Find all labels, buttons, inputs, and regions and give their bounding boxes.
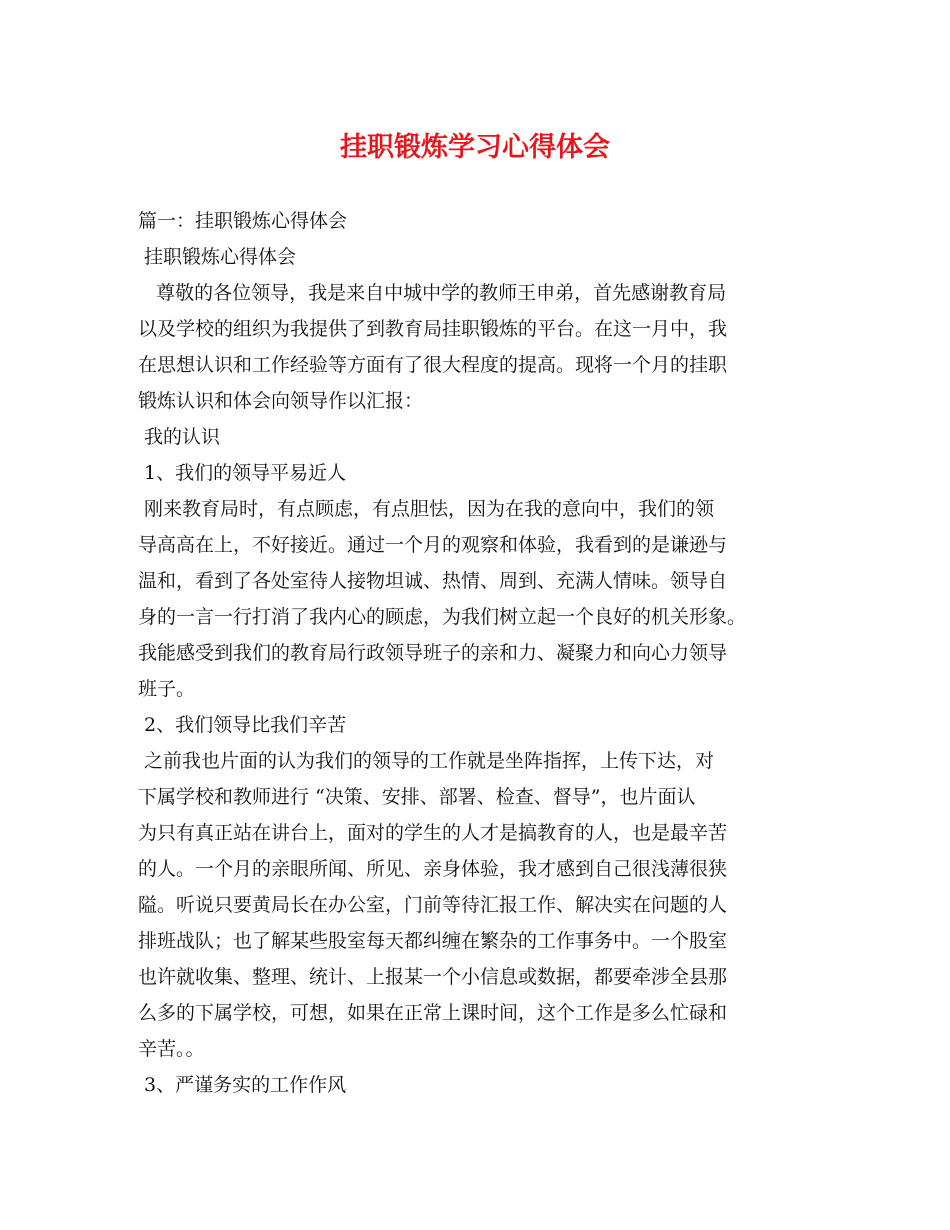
text-line: 隘。听说只要黄局长在办公室，门前等待汇报工作、解决实在问题的人 bbox=[138, 894, 728, 916]
text-line: 身的一言一行打消了我内心的顾虑，为我们树立起一个良好的机关形象。 bbox=[138, 606, 747, 628]
text-line: 1、我们的领导平易近人 bbox=[138, 462, 347, 484]
text-line: 之前我也片面的认为我们的领导的工作就是坐阵指挥，上传下达，对 bbox=[138, 750, 715, 772]
text-line: 在思想认识和工作经验等方面有了很大程度的提高。现将一个月的挂职 bbox=[138, 354, 728, 376]
text-line: 挂职锻炼心得体会 bbox=[138, 246, 297, 268]
text-line: 以及学校的组织为我提供了到教育局挂职锻炼的平台。在这一月中，我 bbox=[138, 318, 728, 340]
text-line: 篇一：挂职锻炼心得体会 bbox=[138, 210, 348, 232]
text-line: 班子。 bbox=[138, 678, 196, 700]
text-line: 辛苦。。 bbox=[138, 1038, 205, 1060]
text-line: 我的认识 bbox=[138, 426, 221, 448]
text-line: 导高高在上，不好接近。通过一个月的观察和体验，我看到的是谦逊与 bbox=[138, 534, 728, 556]
text-line: 刚来教育局时，有点顾虑，有点胆怯，因为在我的意向中，我们的领 bbox=[138, 498, 715, 520]
text-line: 下属学校和教师进行 “决策、安排、部署、检查、督导”，也片面认 bbox=[138, 786, 696, 808]
text-line: 为只有真正站在讲台上，面对的学生的人才是搞教育的人，也是最辛苦 bbox=[138, 822, 728, 844]
text-line: 尊敬的各位领导，我是来自中城中学的教师王申弟，首先感谢教育局 bbox=[138, 282, 727, 304]
text-line: 温和，看到了各处室待人接物坦诚、热情、周到、充满人情味。领导自 bbox=[138, 570, 728, 592]
text-line: 我能感受到我们的教育局行政领导班子的亲和力、凝聚力和向心力领导 bbox=[138, 642, 728, 664]
text-line: 么多的下属学校，可想，如果在正常上课时间，这个工作是多么忙碌和 bbox=[138, 1002, 728, 1024]
text-line: 2、我们领导比我们辛苦 bbox=[138, 714, 347, 736]
document-body bbox=[138, 203, 828, 1103]
text-line: 排班战队；也了解某些股室每天都纠缠在繁杂的工作事务中。一个股室 bbox=[138, 930, 728, 952]
text-line: 3、严谨务实的工作作风 bbox=[138, 1074, 347, 1096]
text-line: 锻炼认识和体会向领导作以汇报： bbox=[138, 390, 424, 412]
document-title: 挂职锻炼学习心得体会 bbox=[340, 132, 610, 163]
text-line: 也许就收集、整理、统计、上报某一个小信息或数据，都要牵涉全县那 bbox=[138, 966, 728, 988]
text-line: 的人。一个月的亲眼所闻、所见、亲身体验，我才感到自己很浅薄很狭 bbox=[138, 858, 728, 880]
